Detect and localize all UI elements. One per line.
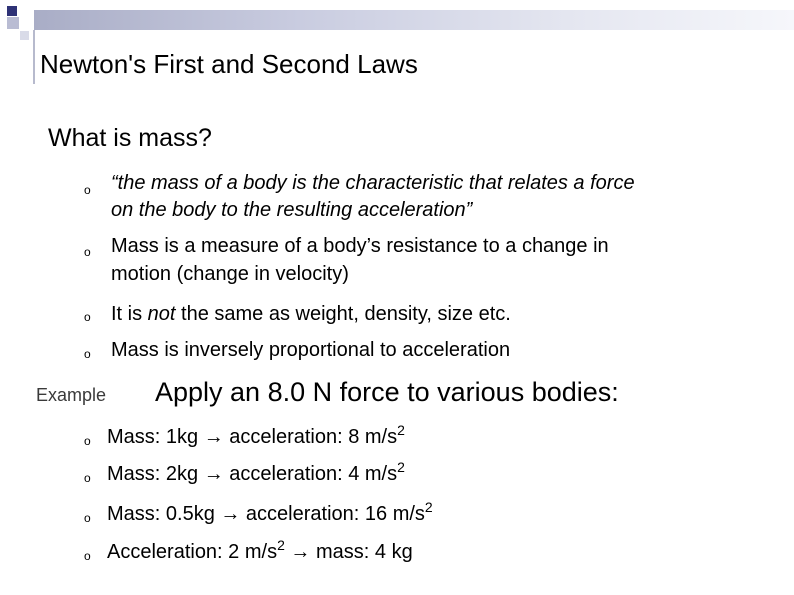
emphasis-text: not: [147, 303, 176, 325]
list-item: Mass is a measure of a body’s resistance to a change in: [111, 235, 609, 257]
exponent: 2: [424, 499, 433, 515]
list-item: Mass is inversely proportional to acceleration: [111, 339, 511, 361]
section-heading: What is mass?: [48, 124, 212, 152]
exponent: 2: [277, 537, 285, 553]
example-item: [107, 422, 405, 450]
list-item: motion (change in velocity): [111, 263, 349, 285]
bullet-icon: o: [84, 549, 91, 563]
bullet-icon: o: [84, 245, 91, 259]
list-item-text: the same as weight, density, size etc.: [175, 303, 511, 325]
list-item: on the body to the resulting acceleration”: [111, 199, 473, 221]
bullet-icon: o: [84, 471, 91, 485]
example-item-text: Acceleration: 2 m/s: [107, 541, 278, 563]
exponent: 2: [397, 422, 405, 438]
example-item-text: Mass: 0.5kg → acceleration: 16 m/s: [107, 503, 425, 525]
example-item-text: → mass: 4 kg: [284, 541, 413, 563]
slide-title: Newton's First and Second Laws: [40, 49, 418, 79]
corner-square: [20, 31, 29, 40]
corner-square: [18, 5, 30, 17]
example-item: [107, 537, 413, 565]
header-band: [34, 10, 794, 30]
example-heading: Apply an 8.0 N force to various bodies:: [155, 377, 619, 407]
corner-square: [20, 17, 33, 30]
example-item-text: Mass: 2kg → acceleration: 4 m/s: [107, 463, 398, 485]
list-item: “the mass of a body is the characteristic that relates a force: [111, 172, 635, 194]
header-rule: [33, 30, 35, 84]
example-item: [107, 499, 433, 527]
example-item-text: Mass: 1kg → acceleration: 8 m/s: [107, 426, 398, 448]
example-label: Example: [36, 385, 107, 405]
bullet-icon: o: [84, 347, 91, 361]
corner-square: [7, 6, 17, 16]
corner-square: [7, 17, 19, 29]
bullet-icon: o: [84, 511, 91, 525]
bullet-icon: o: [84, 183, 91, 197]
exponent: 2: [397, 459, 405, 475]
list-item-text: It is: [111, 303, 148, 325]
example-item: [107, 459, 405, 487]
bullet-icon: o: [84, 310, 91, 324]
bullet-icon: o: [84, 434, 91, 448]
list-item: [111, 302, 511, 327]
